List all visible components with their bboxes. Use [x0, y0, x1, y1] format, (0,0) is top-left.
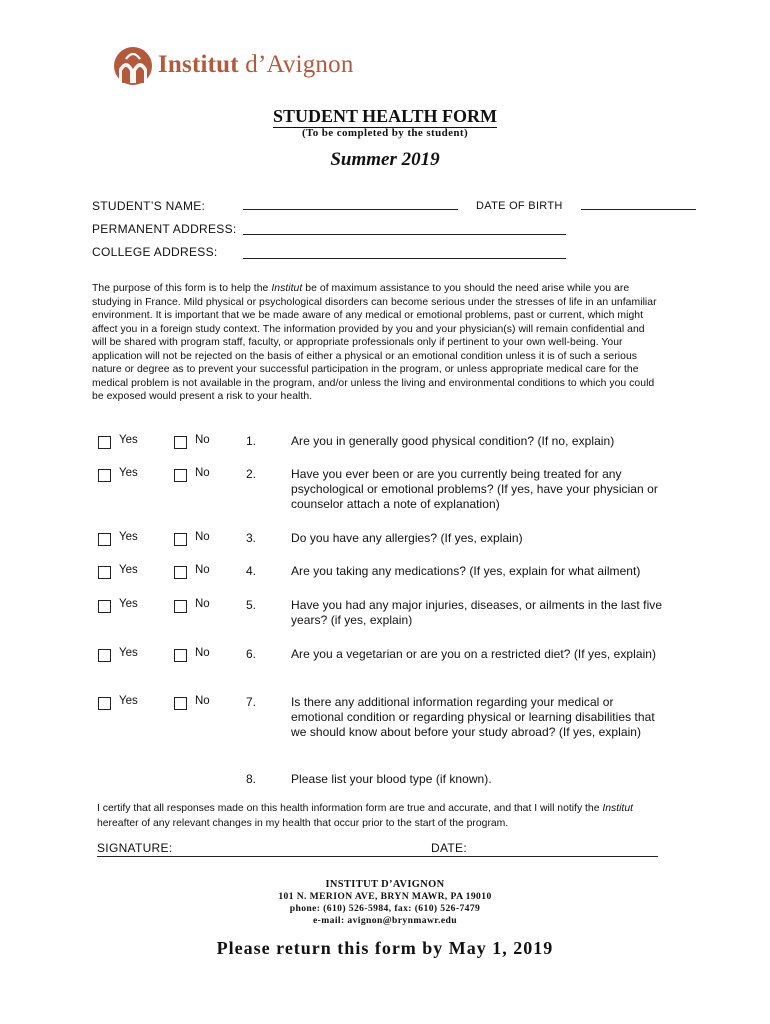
permanent-address-label: PERMANENT ADDRESS: — [92, 222, 237, 236]
institut-logo — [113, 45, 373, 89]
no-checkbox[interactable] — [174, 533, 187, 546]
no-label: No — [195, 531, 210, 543]
permanent-address-field[interactable] — [243, 234, 566, 235]
no-label: No — [195, 695, 210, 707]
no-label: No — [195, 598, 210, 610]
signature-label: SIGNATURE: — [97, 841, 173, 855]
logo-name-rest: d’Avignon — [238, 51, 354, 78]
date-label: DATE: — [431, 841, 467, 855]
contact-footer — [0, 879, 770, 927]
yes-label: Yes — [119, 598, 138, 610]
question-text: Do you have any allergies? (If yes, explain) — [291, 531, 523, 545]
no-label: No — [195, 564, 210, 576]
student-name-label: STUDENT’S NAME: — [92, 199, 206, 213]
question-number: 4. — [246, 564, 257, 578]
no-label: No — [195, 434, 210, 446]
question-text: Have you had any major injuries, diseases, or ailments in the last five years? (if yes, explain) — [291, 598, 663, 627]
signature-line[interactable] — [97, 856, 658, 857]
no-checkbox[interactable] — [174, 697, 187, 710]
yes-checkbox[interactable] — [98, 436, 111, 449]
student-name-field[interactable] — [243, 209, 458, 210]
question-number: 2. — [246, 467, 257, 481]
college-address-field[interactable] — [243, 258, 566, 259]
yes-checkbox[interactable] — [98, 697, 111, 710]
no-checkbox[interactable] — [174, 649, 187, 662]
question-number: 1. — [246, 434, 257, 448]
arches-logo-icon — [113, 45, 153, 87]
question-number: 8. — [246, 772, 257, 786]
question-text: Are you in generally good physical condition? (If no, explain) — [291, 434, 615, 448]
question-number: 6. — [246, 647, 257, 661]
no-checkbox[interactable] — [174, 600, 187, 613]
yes-label: Yes — [119, 564, 138, 576]
session-heading: Summer 2019 — [330, 149, 440, 170]
question-number: 5. — [246, 598, 257, 612]
logo-wordmark — [158, 51, 354, 79]
form-subtitle: (To be completed by the student) — [301, 127, 469, 139]
return-deadline: Please return this form by May 1, 2019 — [216, 938, 554, 958]
yes-checkbox[interactable] — [98, 649, 111, 662]
yes-label: Yes — [119, 695, 138, 707]
yes-checkbox[interactable] — [98, 600, 111, 613]
no-label: No — [195, 647, 210, 659]
question-number: 3. — [246, 531, 257, 545]
question-number: 7. — [246, 695, 257, 709]
question-text: Are you a vegetarian or are you on a restricted diet? (If yes, explain) — [291, 647, 657, 661]
purpose-paragraph: The purpose of this form is to help the Institut be of maximum assistance to you should the need arise while you are studying in France. Mild physical or psychological disorders can become serious under the stresses of life in an unfamiliar environment. It is important that we be made aware of any medical or emotional problems, past or current, which might affect you in a foreign study context. The information provided by you and your physician(s) will remain confidential and will be shared with program staff, faculty, or appropriate professionals only if pertinent to your own well-being. Your application will not be rejected on the basis of either a physical or an emotional condition unless it is of such a serious nature or degree as to prevent your successful participation in the program, or unless appropriate medical care for the medical problem is not available in the program, and/or unless the living and environmental conditions to which you could be exposed would present a risk to your health. — [92, 283, 657, 402]
yes-label: Yes — [119, 434, 138, 446]
footer-org: INSTITUT D’AVIGNON — [325, 879, 445, 890]
logo-name-bold: Institut — [158, 51, 239, 78]
certification-statement: I certify that all responses made on this health information form are true and accurate, and that I will notify the Institut hereafter of any relevant changes in my health that occur prior to the start of the program. — [97, 803, 633, 829]
yes-checkbox[interactable] — [98, 469, 111, 482]
footer-email: e-mail: avignon@brynmawr.edu — [313, 915, 457, 926]
college-address-label: COLLEGE ADDRESS: — [92, 245, 218, 259]
question-text: Please list your blood type (if known). — [291, 772, 492, 786]
footer-address: 101 N. MERION AVE, BRYN MAWR, PA 19010 — [278, 891, 492, 902]
date-of-birth-label: DATE OF BIRTH — [476, 200, 563, 212]
question-text: Are you taking any medications? (If yes, explain for what ailment) — [291, 564, 641, 578]
no-checkbox[interactable] — [174, 469, 187, 482]
yes-label: Yes — [119, 647, 138, 659]
yes-label: Yes — [119, 531, 138, 543]
yes-checkbox[interactable] — [98, 533, 111, 546]
question-text: Have you ever been or are you currently being treated for any psychological or emotional problems? (If yes, have your physician or counselor attach a note of explanation) — [291, 467, 658, 511]
no-checkbox[interactable] — [174, 566, 187, 579]
form-title: STUDENT HEALTH FORM — [272, 106, 498, 126]
footer-phone: phone: (610) 526-5984, fax: (610) 526-7479 — [289, 903, 481, 914]
no-checkbox[interactable] — [174, 436, 187, 449]
yes-checkbox[interactable] — [98, 566, 111, 579]
yes-label: Yes — [119, 467, 138, 479]
no-label: No — [195, 467, 210, 479]
question-text: Is there any additional information regarding your medical or emotional condition or regarding physical or learning disabilities that we should know about before your study abroad? (If yes, explain) — [291, 695, 655, 739]
date-of-birth-field[interactable] — [581, 209, 696, 210]
